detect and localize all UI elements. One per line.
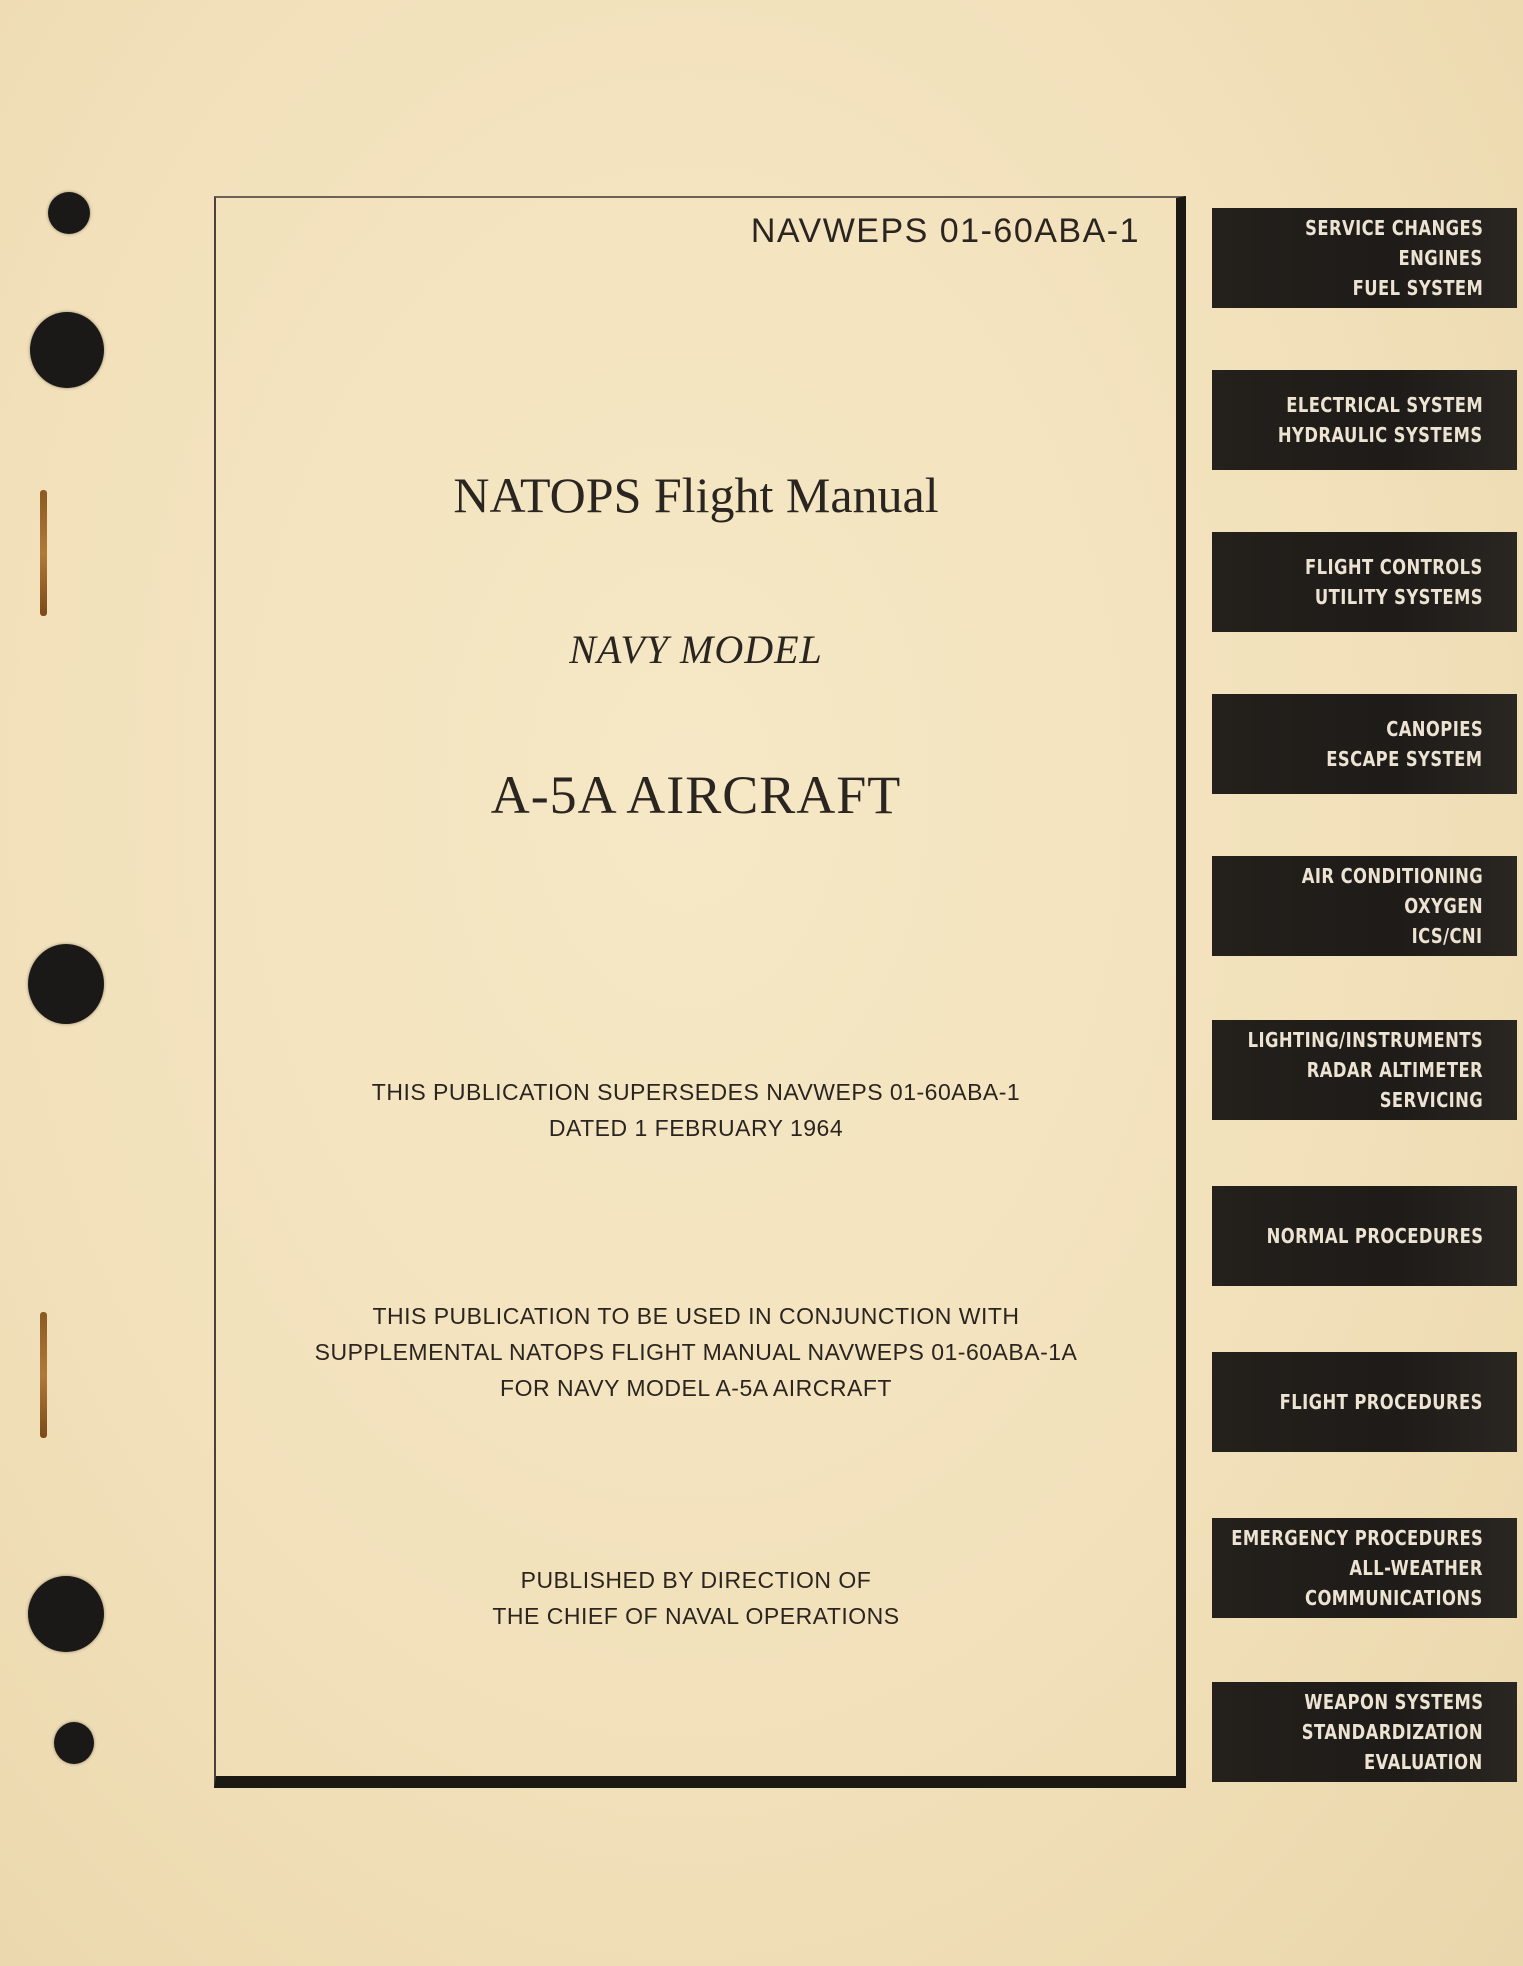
notice-line: THIS PUBLICATION TO BE USED IN CONJUNCTION WITH — [372, 1303, 1020, 1329]
section-tab-lighting-instruments[interactable] — [1212, 1020, 1517, 1120]
punch-hole — [48, 192, 90, 234]
tab-line: ESCAPE SYSTEM — [1326, 747, 1483, 771]
section-tab-weapon-systems[interactable] — [1212, 1682, 1517, 1782]
section-tab-air-conditioning[interactable] — [1212, 856, 1517, 956]
tab-line: FLIGHT CONTROLS — [1305, 555, 1483, 579]
tab-line: SERVICE CHANGES — [1304, 216, 1483, 240]
authority-notice — [216, 1562, 1176, 1634]
tab-line: EVALUATION — [1364, 1750, 1483, 1774]
section-tab-flight-procedures[interactable] — [1212, 1352, 1517, 1452]
punch-hole — [54, 1722, 94, 1764]
tab-line: OXYGEN — [1404, 894, 1483, 918]
tab-line: CANOPIES — [1386, 717, 1483, 741]
model-subtitle: NAVY MODEL — [569, 627, 823, 672]
notice-line: THE CHIEF OF NAVAL OPERATIONS — [492, 1603, 900, 1629]
tab-line: ICS/CNI — [1412, 924, 1483, 948]
aircraft-name: A-5A AIRCRAFT — [490, 765, 902, 825]
section-tab-electrical-system[interactable] — [1212, 370, 1517, 470]
notice-line: SUPPLEMENTAL NATOPS FLIGHT MANUAL NAVWEPS 01-60ABA-1A — [314, 1339, 1078, 1365]
tab-line: HYDRAULIC SYSTEMS — [1278, 423, 1483, 447]
punch-hole — [28, 944, 104, 1024]
tab-line: ALL-WEATHER — [1349, 1556, 1483, 1580]
publication-number: NAVWEPS 01-60ABA-1 — [750, 212, 1140, 250]
tab-line: SERVICING — [1379, 1088, 1483, 1112]
tab-line: ENGINES — [1398, 246, 1483, 270]
tab-line: ELECTRICAL SYSTEM — [1286, 393, 1483, 417]
notice-line: THIS PUBLICATION SUPERSEDES NAVWEPS 01-60ABA-1 — [371, 1079, 1021, 1105]
tab-line: FLIGHT PROCEDURES — [1279, 1390, 1483, 1414]
tab-line: NORMAL PROCEDURES — [1266, 1224, 1483, 1248]
staple — [40, 490, 47, 616]
notice-line: FOR NAVY MODEL A-5A AIRCRAFT — [500, 1375, 892, 1401]
section-tab-canopies[interactable] — [1212, 694, 1517, 794]
tab-line: FUEL SYSTEM — [1352, 276, 1483, 300]
staple — [40, 1312, 47, 1438]
tab-line: UTILITY SYSTEMS — [1314, 585, 1483, 609]
punch-hole — [28, 1576, 104, 1652]
section-tab-service-changes[interactable] — [1212, 208, 1517, 308]
punch-hole — [30, 312, 104, 388]
notice-line: DATED 1 FEBRUARY 1964 — [548, 1115, 844, 1141]
section-tab-flight-controls[interactable] — [1212, 532, 1517, 632]
conjunction-notice — [216, 1298, 1176, 1406]
tab-line: LIGHTING/INSTRUMENTS — [1247, 1028, 1483, 1052]
supersede-notice — [216, 1074, 1176, 1146]
tab-line: WEAPON SYSTEMS — [1303, 1690, 1483, 1714]
title-frame — [214, 196, 1186, 1788]
manual-title: NATOPS Flight Manual — [453, 467, 939, 523]
section-tab-normal-procedures[interactable] — [1212, 1186, 1517, 1286]
notice-line: PUBLISHED BY DIRECTION OF — [520, 1567, 872, 1593]
tab-line: COMMUNICATIONS — [1305, 1586, 1483, 1610]
tab-line: STANDARDIZATION — [1301, 1720, 1483, 1744]
tab-line: AIR CONDITIONING — [1301, 864, 1483, 888]
tab-line: EMERGENCY PROCEDURES — [1231, 1526, 1483, 1550]
section-tab-emergency-procedures[interactable] — [1212, 1518, 1517, 1618]
tab-line: RADAR ALTIMETER — [1306, 1058, 1483, 1082]
